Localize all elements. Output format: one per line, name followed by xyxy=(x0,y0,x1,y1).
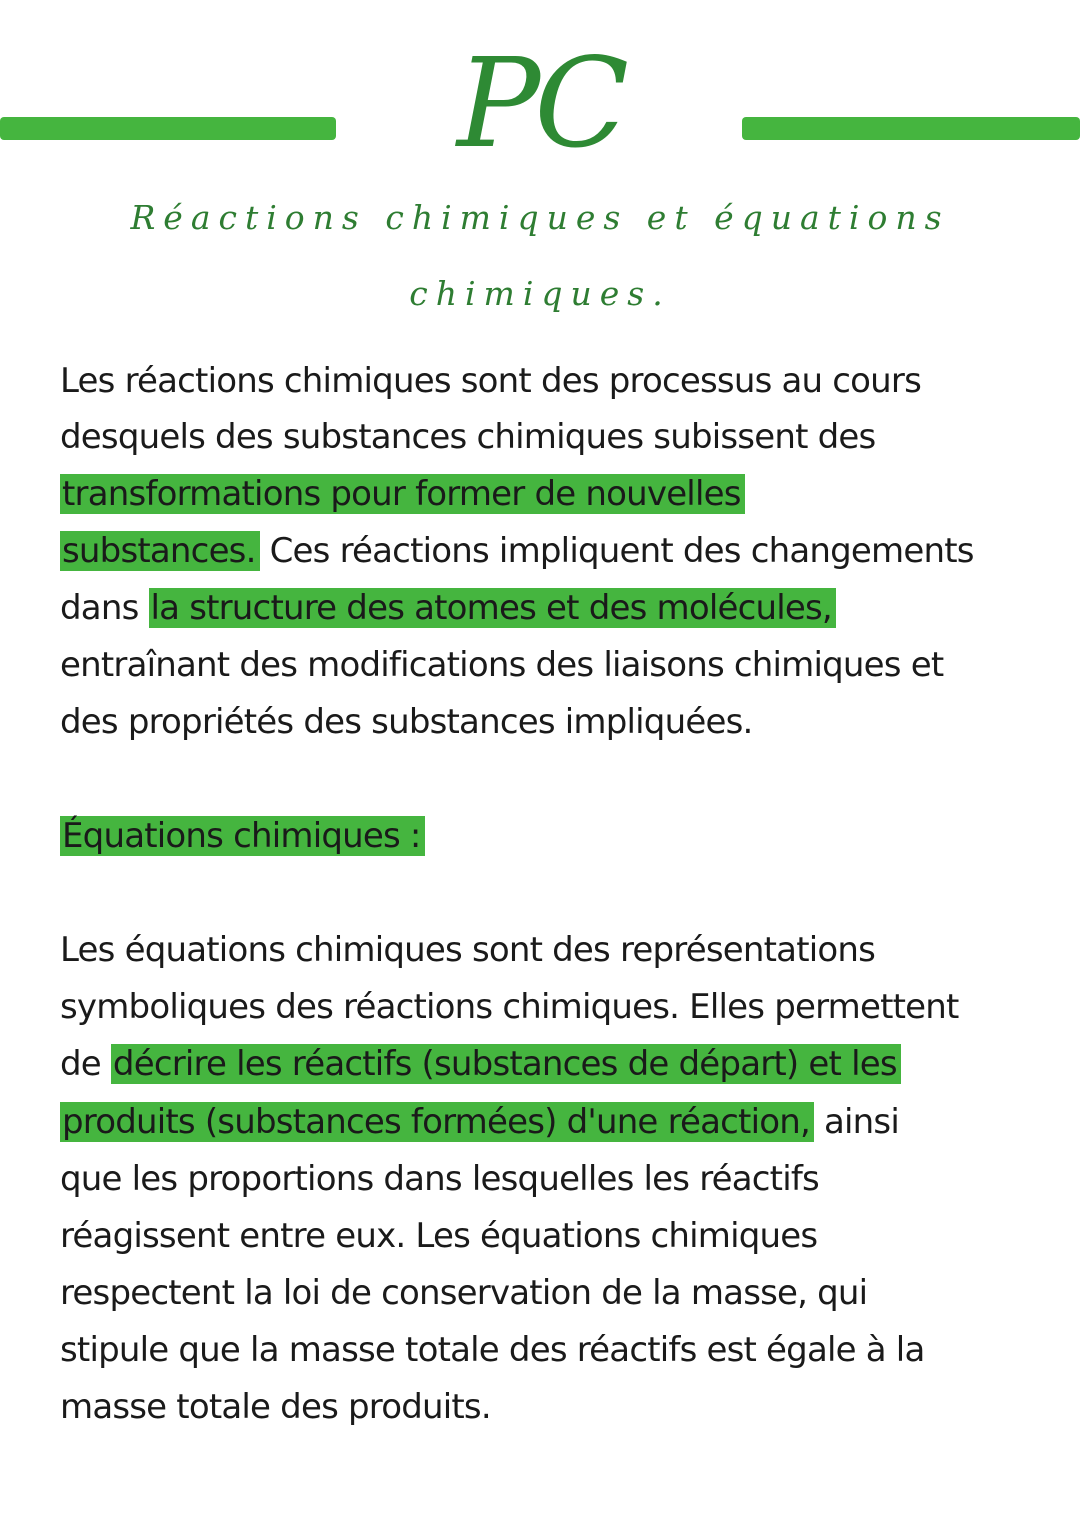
highlighted-text: la structure des atomes et des molécules, xyxy=(149,588,836,628)
section-heading xyxy=(60,813,425,859)
decorative-bar-right xyxy=(742,117,1080,140)
paragraph-line: symboliques des réactions chimiques. Elles permettent xyxy=(60,987,959,1027)
paragraph-line: masse totale des produits. xyxy=(60,1387,491,1427)
paragraph-line: que les proportions dans lesquelles les réactifs xyxy=(60,1159,819,1199)
highlighted-text: substances. xyxy=(60,531,260,571)
paragraph-line xyxy=(60,528,974,574)
paragraph-line: entraînant des modifications des liaisons chimiques et xyxy=(60,645,944,685)
text-segment: de xyxy=(60,1044,111,1084)
paragraph-line: stipule que la masse totale des réactifs est égale à la xyxy=(60,1330,925,1370)
paragraph-line xyxy=(60,1099,899,1145)
paragraph-line: respectent la loi de conservation de la masse, qui xyxy=(60,1273,868,1313)
paragraph-line: des propriétés des substances impliquées. xyxy=(60,702,753,742)
decorative-bar-left xyxy=(0,117,336,140)
paragraph-line xyxy=(60,1041,901,1087)
paragraph-line: desquels des substances chimiques subissent des xyxy=(60,417,876,457)
paragraph-line: Les équations chimiques sont des représentations xyxy=(60,930,876,970)
highlighted-heading: Équations chimiques : xyxy=(60,816,425,856)
highlighted-text: transformations pour former de nouvelles xyxy=(60,474,745,514)
page-title-line-2: chimiques. xyxy=(409,274,671,313)
highlighted-text: produits (substances formées) d'une réaction, xyxy=(60,1102,814,1142)
paragraph-line: réagissent entre eux. Les équations chimiques xyxy=(60,1216,818,1256)
text-segment: ainsi xyxy=(813,1102,899,1142)
text-segment: Ces réactions impliquent des changements xyxy=(259,531,974,571)
highlighted-text: décrire les réactifs (substances de départ) et les xyxy=(111,1044,901,1084)
text-segment: dans xyxy=(60,588,149,628)
paragraph-line xyxy=(60,471,745,517)
page-title-line-1: Réactions chimiques et équations xyxy=(130,198,950,237)
paragraph-line: Les réactions chimiques sont des processus au cours xyxy=(60,361,922,401)
monogram-logo: PC xyxy=(456,32,624,176)
paragraph-line xyxy=(60,585,836,631)
